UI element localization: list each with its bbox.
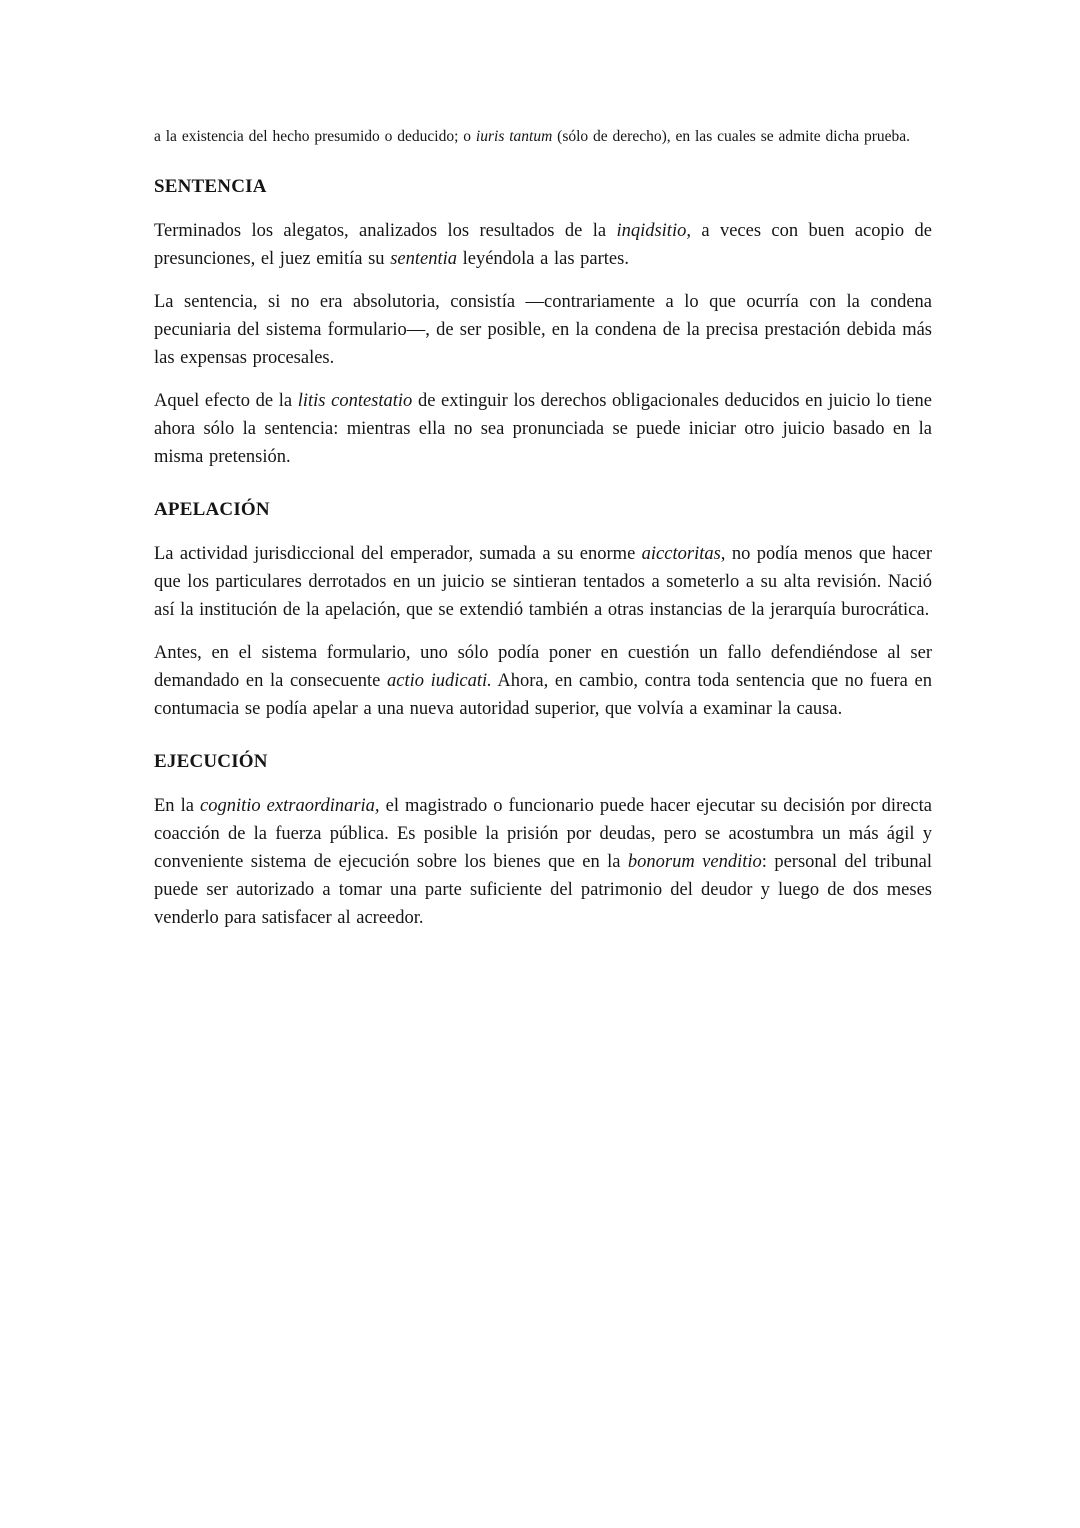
section-heading: SENTENCIA — [154, 176, 267, 197]
paragraph — [154, 126, 932, 148]
paragraph — [154, 639, 932, 723]
body-text: (sólo de derecho), en las cuales se admite dicha prueba. — [552, 128, 911, 145]
body-text: no podía menos que hacer que los particulares derrotados en un juicio se sintieran tentados a someterlo a su alta revisión. Nació así la institución de la apelación, que se extendió también a otras instancias de la jerarquía burocrática. — [154, 544, 932, 620]
italic-text: actio iudicati. — [387, 671, 492, 691]
paragraph — [154, 540, 932, 624]
paragraph — [154, 217, 932, 273]
italic-text: litis contestatio — [297, 391, 413, 411]
italic-text: cognitio extraordinaria, — [200, 796, 380, 816]
section-heading: APELACIÓN — [154, 499, 270, 520]
paragraph — [154, 792, 932, 932]
body-text: La sentencia, si no era absolutoria, consistía —contrariamente a lo que ocurría con la condena pecuniaria del sistema formulario—, de ser posible, en la condena de la precisa prestación debida más las expensas procesales. — [154, 292, 932, 368]
paragraph — [154, 387, 932, 471]
page-content — [154, 126, 932, 947]
body-text: En la — [154, 796, 200, 816]
section-heading: EJECUCIÓN — [154, 751, 268, 772]
body-text: el magistrado o funcionario puede hacer ejecutar su decisión por directa coacción de la fuerza pública. Es posible la prisión por deudas, pero se acostumbra un más ágil y conveniente sistema de ejecución sobre los bienes que en la — [154, 796, 932, 872]
body-text: Terminados los alegatos, analizados los resultados de la — [154, 221, 617, 241]
body-text: a la existencia del hecho presumido o deducido; o — [154, 128, 476, 145]
paragraph — [154, 288, 932, 372]
body-text: : personal del tribunal puede ser autorizado a tomar una parte suficiente del patrimonio del deudor y luego de dos meses venderlo para satisfacer al acreedor. — [154, 852, 932, 928]
body-text: a veces con buen acopio de presunciones, el juez emitía su — [154, 221, 932, 269]
body-text: Antes, en el sistema formulario, uno sólo podía poner en cuestión un fallo defendiéndose al ser demandado en la consecuente — [154, 643, 932, 691]
italic-text: iuris tantum — [475, 128, 553, 145]
italic-text: bonorum venditio — [627, 852, 762, 872]
italic-text: sententia — [390, 249, 457, 269]
body-text: de extinguir los derechos obligacionales deducidos en juicio lo tiene ahora sólo la sentencia: mientras ella no sea pronunciada se puede iniciar otro juicio basado en la misma pretensión. — [154, 391, 932, 467]
body-text: leyéndola a las partes. — [456, 249, 629, 269]
italic-text: inqidsitio, — [616, 221, 691, 241]
italic-text: aicctoritas, — [641, 544, 726, 564]
body-text: Ahora, en cambio, contra toda sentencia que no fuera en contumacia se podía apelar a una nueva autoridad superior, que volvía a examinar la causa. — [154, 671, 932, 719]
body-text: Aquel efecto de la — [154, 391, 298, 411]
body-text: La actividad jurisdiccional del emperador, sumada a su enorme — [154, 544, 642, 564]
